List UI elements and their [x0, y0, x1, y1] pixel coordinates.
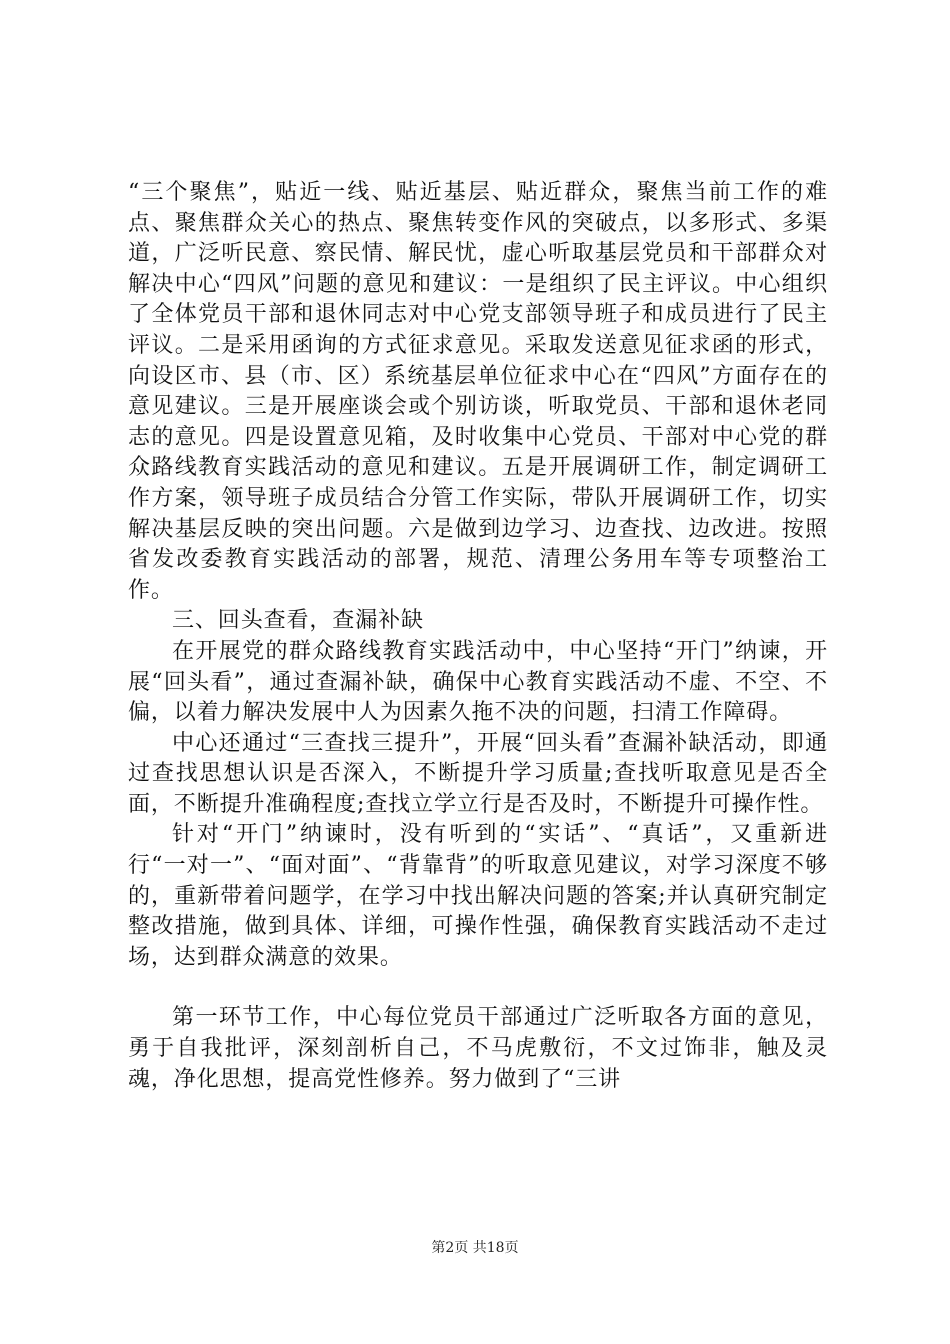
paragraph-3: 中心还通过“三查找三提升”，开展“回头看”查漏补缺活动，即通过查找思想认识是否深入，不断提升学习质量;查找听取意见是否全面，不断提升准确程度;查找立学立行是否及时，不断提升可操作性。 [128, 730, 828, 817]
paragraph-4: 针对“开门”纳谏时，没有听到的“实话”、“真话”，又重新进行“一对一”、“面对面”、“背靠背”的听取意见建议，对学习深度不够的，重新带着问题学，在学习中找出解决问题的答案;并认真研究制定整改措施，做到具体、详细，可操作性强，确保教育实践活动不走过场，达到群众满意的效果。 [128, 822, 828, 970]
paragraph-2: 在开展党的群众路线教育实践活动中，中心坚持“开门”纳谏，开展“回头看”，通过查漏补缺，确保中心教育实践活动不虚、不空、不偏，以着力解决发展中人为因素久拖不决的问题，扫清工作障碍。 [128, 638, 828, 726]
section-heading: 三、回头查看，查漏补缺 [172, 608, 424, 634]
paragraph-gap [128, 973, 828, 1003]
paragraph-5: 第一环节工作，中心每位党员干部通过广泛听取各方面的意见，勇于自我批评，深刻剖析自己，不马虎敷衍，不文过饰非，触及灵魂，净化思想，提高党性修养。努力做到了“三讲 [128, 1005, 828, 1092]
paragraph-1: “三个聚焦”，贴近一线、贴近基层、贴近群众，聚焦当前工作的难点、聚焦群众关心的热点、聚焦转变作风的突破点，以多形式、多渠道，广泛听民意、察民情、解民忧，虚心听取基层党员和干部群众对解决中心“四风”问题的意见和建议：一是组织了民主评议。中心组织了全体党员干部和退休同志对中心党支部领导班子和成员进行了民主评议。二是采用函询的方式征求意见。采取发送意见征求函的形式，向设区市、县（市、区）系统基层单位征求中心在“四风”方面存在的意见建议。三是开展座谈会或个别访谈，听取党员、干部和退休老同志的意见。四是设置意见箱，及时收集中心党员、干部对中心党的群众路线教育实践活动的意见和建议。五是开展调研工作，制定调研工作方案，领导班子成员结合分管工作实际，带队开展调研工作，切实解决基层反映的突出问题。六是做到边学习、边查找、边改进。按照省发改委教育实践活动的部署，规范、清理公务用车等专项整治工作。 [128, 180, 828, 603]
page-footer: 第2页 共18页 [431, 1240, 519, 1256]
document-body [128, 178, 828, 1095]
